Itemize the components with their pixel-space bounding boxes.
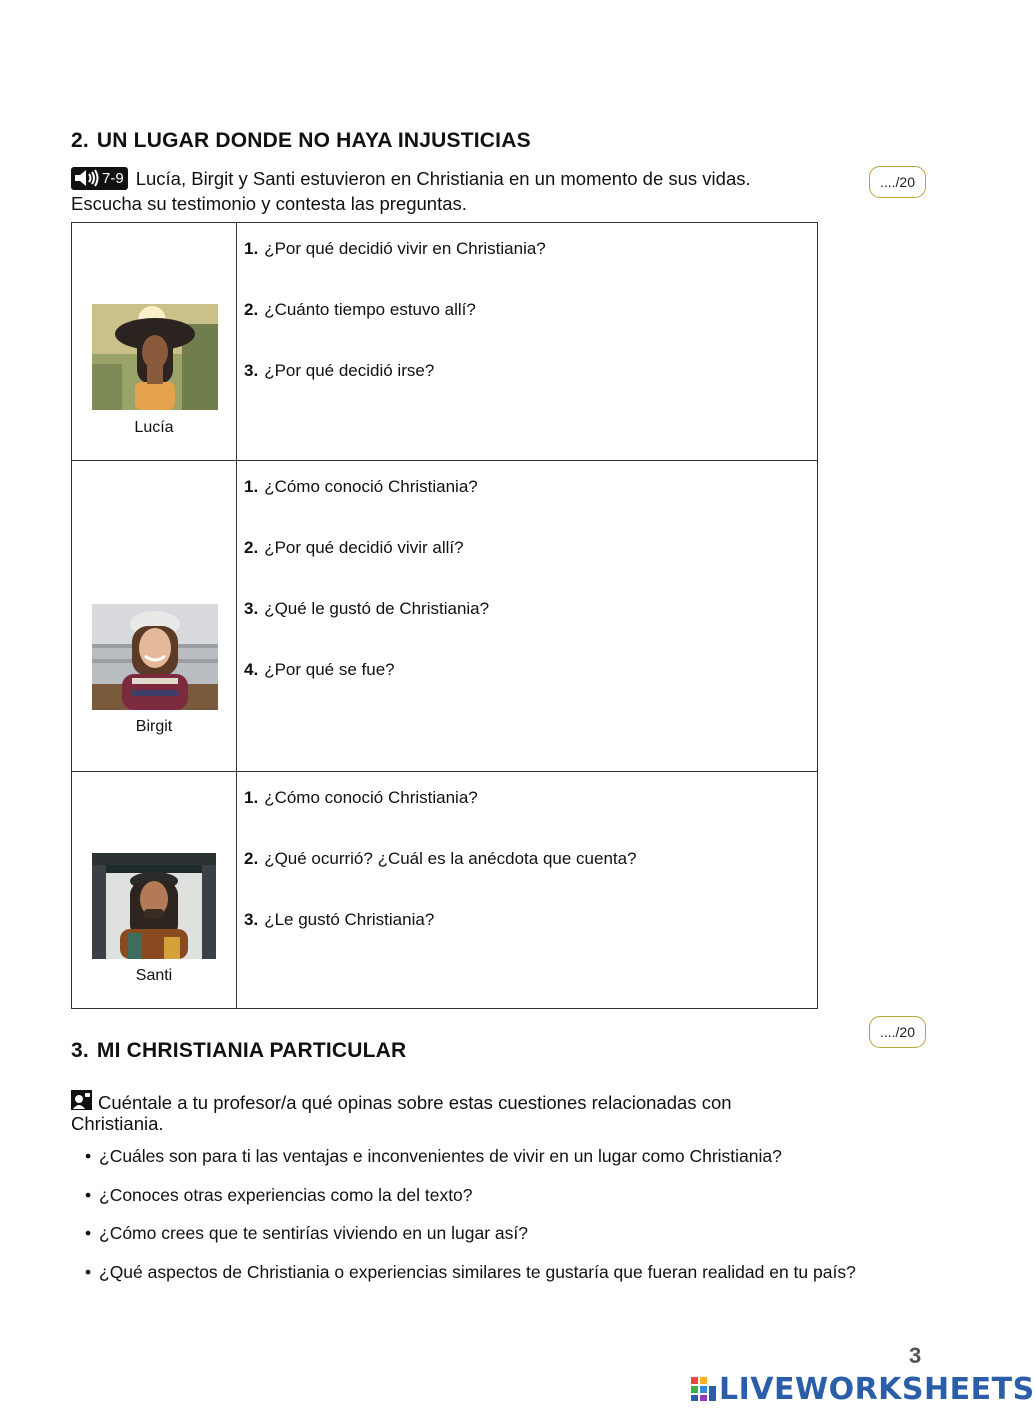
question-item: 1. ¿Por qué decidió vivir en Christiania? (244, 239, 546, 258)
brand-name: LIVEWORKSHEETS (719, 1371, 1035, 1407)
question-item: 2. ¿Qué ocurrió? ¿Cuál es la anécdota que cuenta? (244, 849, 637, 868)
section-2-number: 2. (71, 129, 89, 152)
photo-birgit (92, 604, 218, 710)
liveworksheets-logo-icon (691, 1377, 717, 1401)
bullet-item: • ¿Cuáles son para ti las ventajas e inconvenientes de vivir en un lugar como Christiania? (85, 1146, 782, 1166)
questions-table (71, 222, 818, 1009)
person-name: Santi (135, 967, 173, 984)
person-cell (72, 772, 237, 1009)
question-item: 2. ¿Cuánto tiempo estuvo allí? (244, 300, 476, 319)
questions-cell (237, 223, 818, 461)
photo-lucia (92, 304, 218, 410)
section-2-title-text: UN LUGAR DONDE NO HAYA INJUSTICIAS (96, 129, 531, 152)
audio-track-number: 7-9 (102, 170, 124, 187)
intro-line-1: Lucía, Birgit y Santi estuvieron en Christiania en un momento de sus vidas. (135, 168, 751, 189)
person-row-birgit (72, 461, 818, 772)
section-3-intro (71, 1090, 871, 1134)
person-cell (72, 223, 237, 461)
person-cell (72, 461, 237, 772)
question-item: 3. ¿Por qué decidió irse? (244, 361, 435, 380)
speaking-activity-icon (71, 1090, 92, 1110)
question-item: 1. ¿Cómo conoció Christiania? (244, 477, 478, 496)
person-name: Lucía (134, 419, 174, 436)
question-item: 3. ¿Qué le gustó de Christiania? (244, 599, 490, 618)
bullet-item: • ¿Conoces otras experiencias como la del texto? (85, 1184, 473, 1205)
section-3-number: 3. (71, 1039, 89, 1062)
photo-santi (92, 853, 216, 959)
audio-track-badge[interactable] (71, 167, 128, 190)
page-number: 3 (909, 1343, 922, 1368)
question-item: 4. ¿Por qué se fue? (244, 660, 395, 679)
person-name: Birgit (135, 718, 173, 735)
section-3-intro-line-2: Christiania. (71, 1113, 164, 1134)
bullet-item: • ¿Qué aspectos de Christiania o experiencias similares te gustaría que fueran realidad en tu país? (85, 1261, 856, 1282)
questions-cell (237, 461, 818, 772)
section-2-title (71, 129, 531, 153)
section-2-score-box[interactable]: ..../20 (869, 166, 926, 198)
person-row-lucia (72, 223, 818, 461)
section-3-score-box[interactable]: ..../20 (869, 1016, 926, 1048)
speaker-icon (74, 169, 102, 187)
section-3-intro-line-1: Cuéntale a tu profesor/a qué opinas sobre estas cuestiones relacionadas con (98, 1092, 732, 1113)
section-3-title-text: MI CHRISTIANIA PARTICULAR (96, 1039, 407, 1062)
intro-line-2: Escucha su testimonio y contesta las preguntas. (71, 193, 467, 214)
questions-cell (237, 772, 818, 1009)
person-row-santi (72, 772, 818, 1009)
bullet-item: • ¿Cómo crees que te sentirías viviendo en un lugar así? (85, 1223, 528, 1243)
discussion-bullets (85, 1144, 965, 1298)
section-3-title (71, 1039, 406, 1063)
question-item: 3. ¿Le gustó Christiania? (244, 910, 435, 929)
question-item: 1. ¿Cómo conoció Christiania? (244, 788, 478, 807)
question-item: 2. ¿Por qué decidió vivir allí? (244, 538, 464, 557)
brand-logo[interactable] (691, 1372, 1035, 1406)
section-2-intro (71, 166, 851, 216)
